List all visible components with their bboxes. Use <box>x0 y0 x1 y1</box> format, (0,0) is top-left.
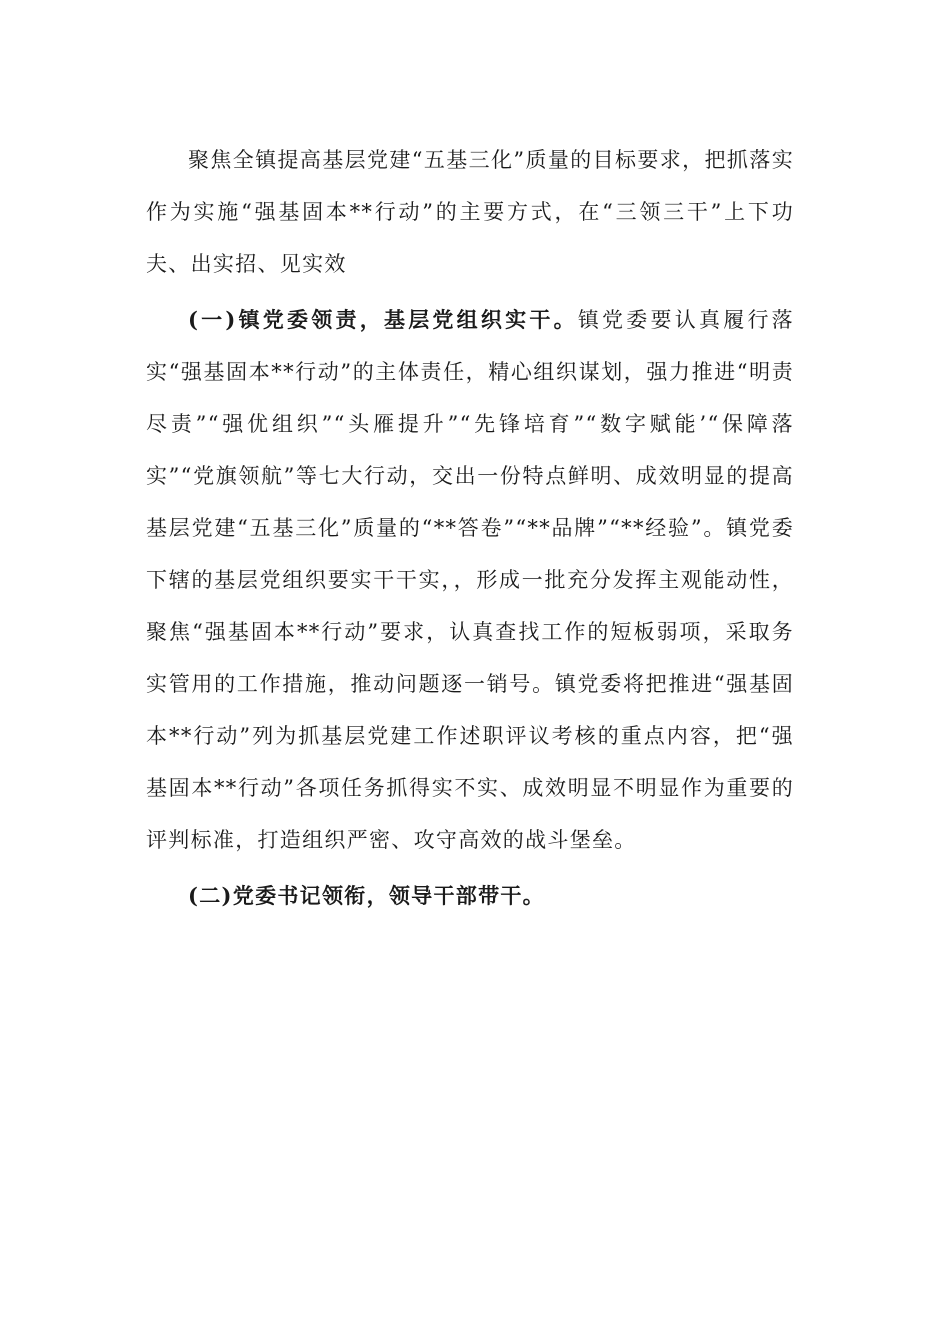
section-1-body: 镇党委要认真履行落实“强基固本**行动”的主体责任，精心组织谋划，强力推进“明责尽责”“强优组织”“头雁提升”“先锋培育”“数字赋能’“保障落实”“党旗领航”等七大行动，交出一份特点鲜明、成效明显的提高基层党建“五基三化”质量的“**答卷”“**品牌”“**经验”。镇党委下辖的基层党组织要实干干实，，形成一批充分发挥主观能动性，聚焦“强基固本**行动”要求，认真查找工作的短板弱项，采取务实管用的工作措施，推动问题逐一销号。镇党委将把推进“强基固本**行动”列为抓基层党建工作述职评议考核的重点内容，把“强基固本**行动”各项任务抓得实不实、成效明显不明显作为重要的评判标准，打造组织严密、攻守高效的战斗堡垒。 <box>146 308 794 852</box>
section-2-heading: (二)党委书记领衔，领导干部带干。 <box>188 883 545 908</box>
section-1-paragraph <box>146 294 794 866</box>
intro-paragraph: 聚焦全镇提高基层党建“五基三化”质量的目标要求，把抓落实作为实施“强基固本**行动”的主要方式，在“三领三干”上下功夫、出实招、见实效 <box>146 148 794 276</box>
section-1-heading: (一)镇党委领责，基层党组织实干。 <box>188 307 578 332</box>
section-2-paragraph <box>146 870 794 922</box>
document-body <box>146 134 794 922</box>
